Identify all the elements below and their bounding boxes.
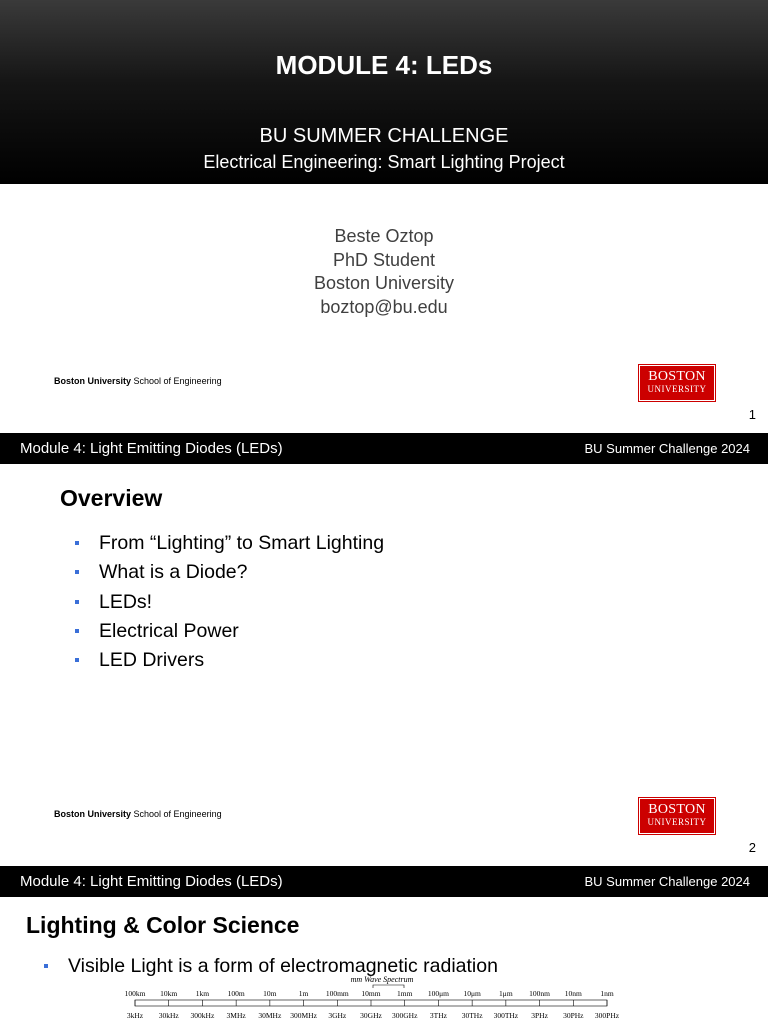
footer-school-name: School of Engineering bbox=[131, 809, 222, 819]
slide-heading: Overview bbox=[60, 485, 163, 511]
wavelength-label: 1nm bbox=[600, 989, 614, 998]
frequency-labels bbox=[127, 1011, 620, 1020]
slide-3 bbox=[0, 866, 768, 1024]
frequency-label: 300MHz bbox=[290, 1011, 317, 1020]
spectrum-caption: mm Wave Spectrum bbox=[350, 976, 414, 984]
header-event: BU Summer Challenge 2024 bbox=[584, 441, 750, 456]
author-email[interactable]: boztop@bu.edu bbox=[320, 296, 448, 317]
author-affiliation: Boston University bbox=[313, 273, 455, 293]
frequency-label: 300THz bbox=[493, 1011, 519, 1020]
header-bar bbox=[0, 866, 768, 897]
page-number: 1 bbox=[748, 407, 756, 422]
bullet-square-icon bbox=[75, 570, 79, 574]
bu-logo bbox=[639, 365, 715, 401]
list-item bbox=[99, 532, 384, 561]
header-module: Module 4: Light Emitting Diodes (LEDs) bbox=[20, 440, 283, 457]
logo-line-2: UNIVERSITY bbox=[647, 384, 707, 394]
mm-wave-bracket bbox=[373, 985, 404, 988]
frequency-label: 30GHz bbox=[360, 1011, 382, 1020]
slide-heading: Lighting & Color Science bbox=[26, 912, 300, 938]
frequency-label: 3THz bbox=[429, 1011, 447, 1020]
list-item bbox=[99, 649, 384, 678]
bullet-square-icon bbox=[44, 964, 48, 968]
bullet-square-icon bbox=[75, 600, 79, 604]
wavelength-label: 100km bbox=[124, 989, 146, 998]
wavelength-label: 1μm bbox=[499, 989, 513, 998]
slide-title: MODULE 4: LEDs bbox=[275, 50, 493, 80]
bullet-square-icon bbox=[75, 629, 79, 633]
footer-school bbox=[54, 809, 222, 819]
wavelength-label: 100m bbox=[227, 989, 245, 998]
list-item-text: Visible Light is a form of electromagnetic radiation bbox=[68, 955, 498, 977]
wavelength-label: 10nm bbox=[564, 989, 582, 998]
frequency-label: 3kHz bbox=[126, 1011, 144, 1020]
list-item-text: LEDs! bbox=[99, 590, 153, 613]
bullet-square-icon bbox=[75, 658, 79, 662]
list-item-text: LED Drivers bbox=[99, 649, 205, 672]
list-item bbox=[99, 620, 384, 649]
frequency-label: 3GHz bbox=[328, 1011, 347, 1020]
wavelength-label: 10μm bbox=[463, 989, 481, 998]
frequency-label: 30MHz bbox=[258, 1011, 282, 1020]
frequency-label: 300kHz bbox=[190, 1011, 215, 1020]
wavelength-label: 10m bbox=[263, 989, 277, 998]
footer-university: Boston University bbox=[54, 809, 132, 819]
wavelength-label: 10km bbox=[160, 989, 178, 998]
wavelength-label: 10mm bbox=[361, 989, 381, 998]
wavelength-label: 100nm bbox=[529, 989, 550, 998]
wavelength-label: 100μm bbox=[427, 989, 449, 998]
spectrum-ticks bbox=[135, 1000, 607, 1006]
frequency-label: 30THz bbox=[461, 1011, 483, 1020]
footer-school bbox=[54, 376, 222, 386]
page-number: 2 bbox=[748, 840, 756, 855]
frequency-label: 30kHz bbox=[158, 1011, 179, 1020]
title-band bbox=[0, 0, 768, 184]
wavelength-label: 1km bbox=[195, 989, 210, 998]
footer-school-name: School of Engineering bbox=[131, 376, 222, 386]
logo-line-2: UNIVERSITY bbox=[647, 817, 707, 827]
wavelength-label: 1mm bbox=[397, 989, 413, 998]
author-block bbox=[0, 225, 768, 319]
list-item-text: What is a Diode? bbox=[99, 561, 248, 584]
slide-subtitle: BU SUMMER CHALLENGE bbox=[259, 125, 509, 147]
header-bar bbox=[0, 433, 768, 464]
em-spectrum-diagram bbox=[120, 976, 630, 1024]
footer-university: Boston University bbox=[54, 376, 132, 386]
author-name: Beste Oztop bbox=[334, 226, 434, 246]
frequency-label: 3PHz bbox=[531, 1011, 548, 1020]
frequency-label: 3MHz bbox=[226, 1011, 246, 1020]
frequency-label: 300GHz bbox=[392, 1011, 418, 1020]
bu-logo bbox=[639, 798, 715, 834]
bullet-square-icon bbox=[75, 541, 79, 545]
list-item-text: Electrical Power bbox=[99, 619, 239, 642]
slide-2 bbox=[0, 433, 768, 866]
list-item bbox=[99, 561, 384, 590]
wavelength-label: 100mm bbox=[325, 989, 349, 998]
frequency-label: 30PHz bbox=[563, 1011, 584, 1020]
logo-line-1: BOSTON bbox=[648, 802, 706, 817]
bullet-list bbox=[99, 532, 384, 678]
logo-line-1: BOSTON bbox=[648, 369, 706, 384]
slide-subtitle-2: Electrical Engineering: Smart Lighting Project bbox=[203, 152, 565, 172]
list-item bbox=[99, 591, 384, 620]
slide-1 bbox=[0, 0, 768, 433]
frequency-label: 300PHz bbox=[594, 1011, 620, 1020]
author-role: PhD Student bbox=[332, 249, 436, 270]
header-event: BU Summer Challenge 2024 bbox=[584, 874, 750, 889]
list-item-text: From “Lighting” to Smart Lighting bbox=[99, 532, 385, 554]
wavelength-labels bbox=[125, 989, 614, 998]
header-module: Module 4: Light Emitting Diodes (LEDs) bbox=[20, 873, 283, 890]
wavelength-label: 1m bbox=[298, 989, 309, 998]
